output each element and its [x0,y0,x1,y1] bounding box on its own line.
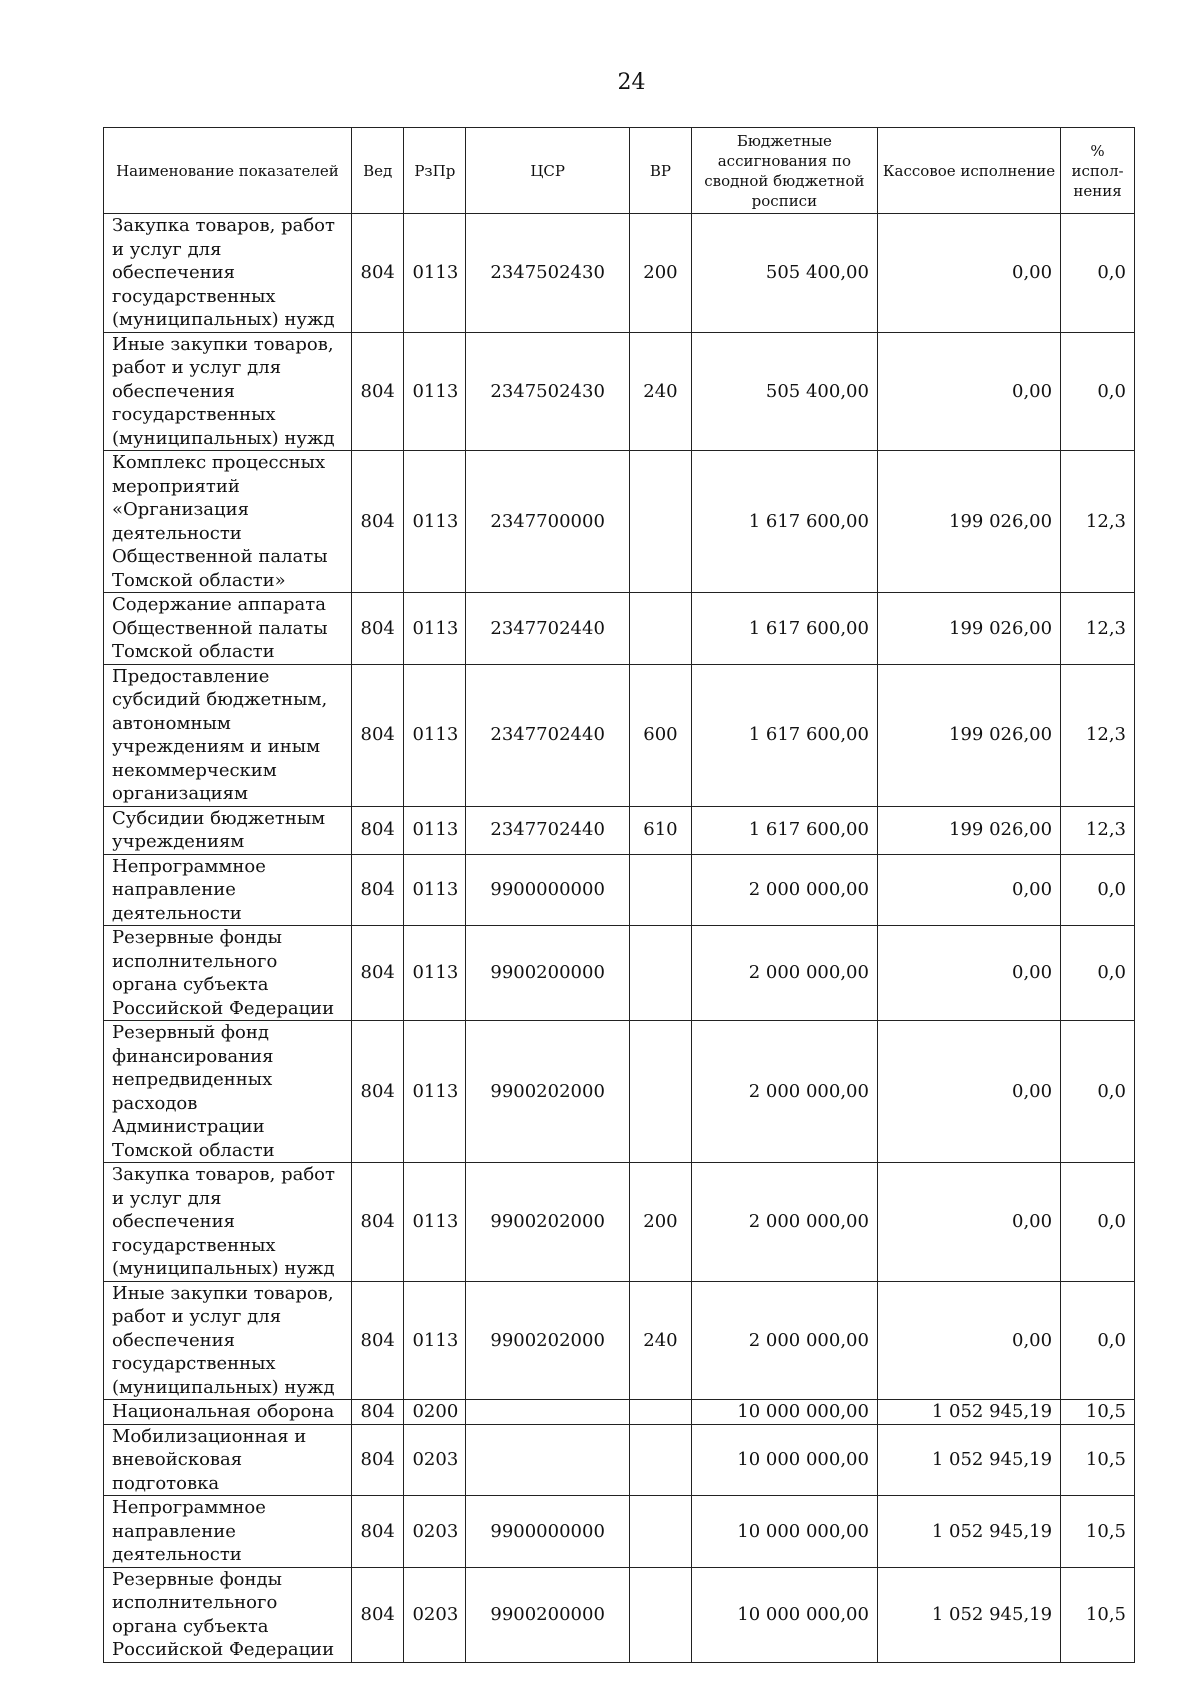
cell-ved: 804 [351,854,404,926]
cell-ved: 804 [351,806,404,854]
cell-rzpr: 0113 [404,664,466,806]
cell-ved: 804 [351,926,404,1021]
table-row [104,593,1135,665]
cell-rzpr: 0113 [404,1021,466,1163]
table-row [104,1400,1135,1425]
cell-percent: 0,0 [1061,332,1135,451]
cell-cash: 199 026,00 [877,593,1060,665]
cell-ved: 804 [351,1496,404,1568]
table-row [104,451,1135,593]
cell-csr: 9900000000 [466,854,630,926]
page-number: 24 [617,70,646,95]
column-header-budget: Бюджетные ассигнования по сводной бюджетной росписи [691,128,877,214]
cell-rzpr: 0113 [404,451,466,593]
cell-percent: 10,5 [1061,1424,1135,1496]
column-header-csr: ЦСР [466,128,630,214]
cell-budget: 10 000 000,00 [691,1424,877,1496]
cell-percent: 12,3 [1061,451,1135,593]
cell-budget: 505 400,00 [691,214,877,333]
cell-rzpr: 0203 [404,1496,466,1568]
cell-csr: 2347700000 [466,451,630,593]
cell-budget: 2 000 000,00 [691,1281,877,1400]
table-row [104,332,1135,451]
table-row [104,1496,1135,1568]
cell-budget: 1 617 600,00 [691,664,877,806]
cell-cash: 1 052 945,19 [877,1496,1060,1568]
cell-ved: 804 [351,1400,404,1425]
cell-rzpr: 0200 [404,1400,466,1425]
cell-vr [630,926,692,1021]
table-row [104,664,1135,806]
cell-budget: 505 400,00 [691,332,877,451]
column-header-ved: Вед [351,128,404,214]
cell-name: Мобилизационная и вневойсковая подготовка [104,1424,352,1496]
cell-budget: 10 000 000,00 [691,1400,877,1425]
cell-csr: 2347702440 [466,664,630,806]
table-row [104,806,1135,854]
cell-name: Закупка товаров, работ и услуг для обеспечения государственных (муниципальных) нужд [104,214,352,333]
cell-cash: 199 026,00 [877,451,1060,593]
cell-percent: 10,5 [1061,1400,1135,1425]
cell-cash: 1 052 945,19 [877,1424,1060,1496]
cell-vr [630,1496,692,1568]
cell-ved: 804 [351,332,404,451]
cell-vr [630,854,692,926]
table-row [104,1281,1135,1400]
cell-percent: 0,0 [1061,214,1135,333]
cell-budget: 2 000 000,00 [691,854,877,926]
table-row [104,926,1135,1021]
cell-cash: 0,00 [877,854,1060,926]
cell-rzpr: 0113 [404,1163,466,1282]
cell-rzpr: 0113 [404,214,466,333]
table-row [104,1163,1135,1282]
cell-cash: 0,00 [877,1281,1060,1400]
cell-cash: 199 026,00 [877,806,1060,854]
table-row [104,1424,1135,1496]
cell-name: Резервные фонды исполнительного органа субъекта Российской Федерации [104,926,352,1021]
cell-csr: 2347502430 [466,214,630,333]
cell-csr: 9900202000 [466,1163,630,1282]
table-header-row [104,128,1135,214]
cell-ved: 804 [351,1021,404,1163]
cell-name: Субсидии бюджетным учреждениям [104,806,352,854]
cell-name: Резервные фонды исполнительного органа субъекта Российской Федерации [104,1567,352,1662]
table-row [104,1021,1135,1163]
cell-vr [630,1021,692,1163]
cell-vr [630,451,692,593]
cell-cash: 0,00 [877,332,1060,451]
cell-ved: 804 [351,664,404,806]
cell-percent: 0,0 [1061,854,1135,926]
cell-rzpr: 0113 [404,806,466,854]
cell-budget: 2 000 000,00 [691,1021,877,1163]
cell-rzpr: 0113 [404,926,466,1021]
cell-cash: 0,00 [877,1021,1060,1163]
cell-rzpr: 0203 [404,1567,466,1662]
cell-vr [630,1567,692,1662]
cell-percent: 12,3 [1061,664,1135,806]
cell-ved: 804 [351,1424,404,1496]
column-header-name: Наименование показателей [104,128,352,214]
cell-budget: 1 617 600,00 [691,806,877,854]
cell-rzpr: 0113 [404,1281,466,1400]
cell-name: Национальная оборона [104,1400,352,1425]
cell-percent: 0,0 [1061,1163,1135,1282]
cell-percent: 12,3 [1061,806,1135,854]
cell-budget: 10 000 000,00 [691,1567,877,1662]
cell-vr: 240 [630,1281,692,1400]
cell-vr [630,1400,692,1425]
cell-name: Непрограммное направление деятельности [104,1496,352,1568]
cell-name: Иные закупки товаров, работ и услуг для обеспечения государственных (муниципальных) нужд [104,1281,352,1400]
cell-csr: 9900202000 [466,1281,630,1400]
cell-budget: 1 617 600,00 [691,451,877,593]
budget-execution-table [103,127,1135,1663]
column-header-rzpr: РзПр [404,128,466,214]
cell-vr [630,1424,692,1496]
cell-budget: 10 000 000,00 [691,1496,877,1568]
cell-name: Непрограммное направление деятельности [104,854,352,926]
table-row [104,1567,1135,1662]
cell-csr: 2347702440 [466,593,630,665]
cell-vr: 610 [630,806,692,854]
cell-budget: 1 617 600,00 [691,593,877,665]
cell-name: Иные закупки товаров, работ и услуг для обеспечения государственных (муниципальных) нужд [104,332,352,451]
cell-csr: 2347702440 [466,806,630,854]
cell-vr: 200 [630,1163,692,1282]
cell-vr: 200 [630,214,692,333]
cell-cash: 199 026,00 [877,664,1060,806]
cell-rzpr: 0113 [404,854,466,926]
cell-ved: 804 [351,1163,404,1282]
cell-cash: 1 052 945,19 [877,1400,1060,1425]
cell-csr: 2347502430 [466,332,630,451]
table-row [104,854,1135,926]
cell-ved: 804 [351,451,404,593]
cell-cash: 0,00 [877,1163,1060,1282]
cell-rzpr: 0113 [404,593,466,665]
cell-percent: 0,0 [1061,1021,1135,1163]
table-row [104,214,1135,333]
cell-cash: 0,00 [877,926,1060,1021]
cell-percent: 10,5 [1061,1496,1135,1568]
cell-percent: 0,0 [1061,926,1135,1021]
cell-csr [466,1400,630,1425]
column-header-percent: % испол-нения [1061,128,1135,214]
cell-cash: 1 052 945,19 [877,1567,1060,1662]
cell-budget: 2 000 000,00 [691,926,877,1021]
cell-percent: 12,3 [1061,593,1135,665]
cell-name: Комплекс процессных мероприятий «Организация деятельности Общественной палаты Томской области» [104,451,352,593]
cell-rzpr: 0203 [404,1424,466,1496]
cell-ved: 804 [351,1567,404,1662]
cell-csr [466,1424,630,1496]
column-header-vr: ВР [630,128,692,214]
cell-vr [630,593,692,665]
cell-csr: 9900000000 [466,1496,630,1568]
cell-ved: 804 [351,214,404,333]
cell-name: Закупка товаров, работ и услуг для обеспечения государственных (муниципальных) нужд [104,1163,352,1282]
cell-ved: 804 [351,593,404,665]
cell-vr: 240 [630,332,692,451]
cell-csr: 9900200000 [466,926,630,1021]
cell-percent: 10,5 [1061,1567,1135,1662]
cell-csr: 9900202000 [466,1021,630,1163]
cell-ved: 804 [351,1281,404,1400]
column-header-cash: Кассовое исполнение [877,128,1060,214]
cell-vr: 600 [630,664,692,806]
cell-csr: 9900200000 [466,1567,630,1662]
cell-rzpr: 0113 [404,332,466,451]
cell-cash: 0,00 [877,214,1060,333]
cell-percent: 0,0 [1061,1281,1135,1400]
cell-name: Содержание аппарата Общественной палаты Томской области [104,593,352,665]
cell-budget: 2 000 000,00 [691,1163,877,1282]
cell-name: Предоставление субсидий бюджетным, автономным учреждениям и иным некоммерческим организациям [104,664,352,806]
cell-name: Резервный фонд финансирования непредвиденных расходов Администрации Томской области [104,1021,352,1163]
